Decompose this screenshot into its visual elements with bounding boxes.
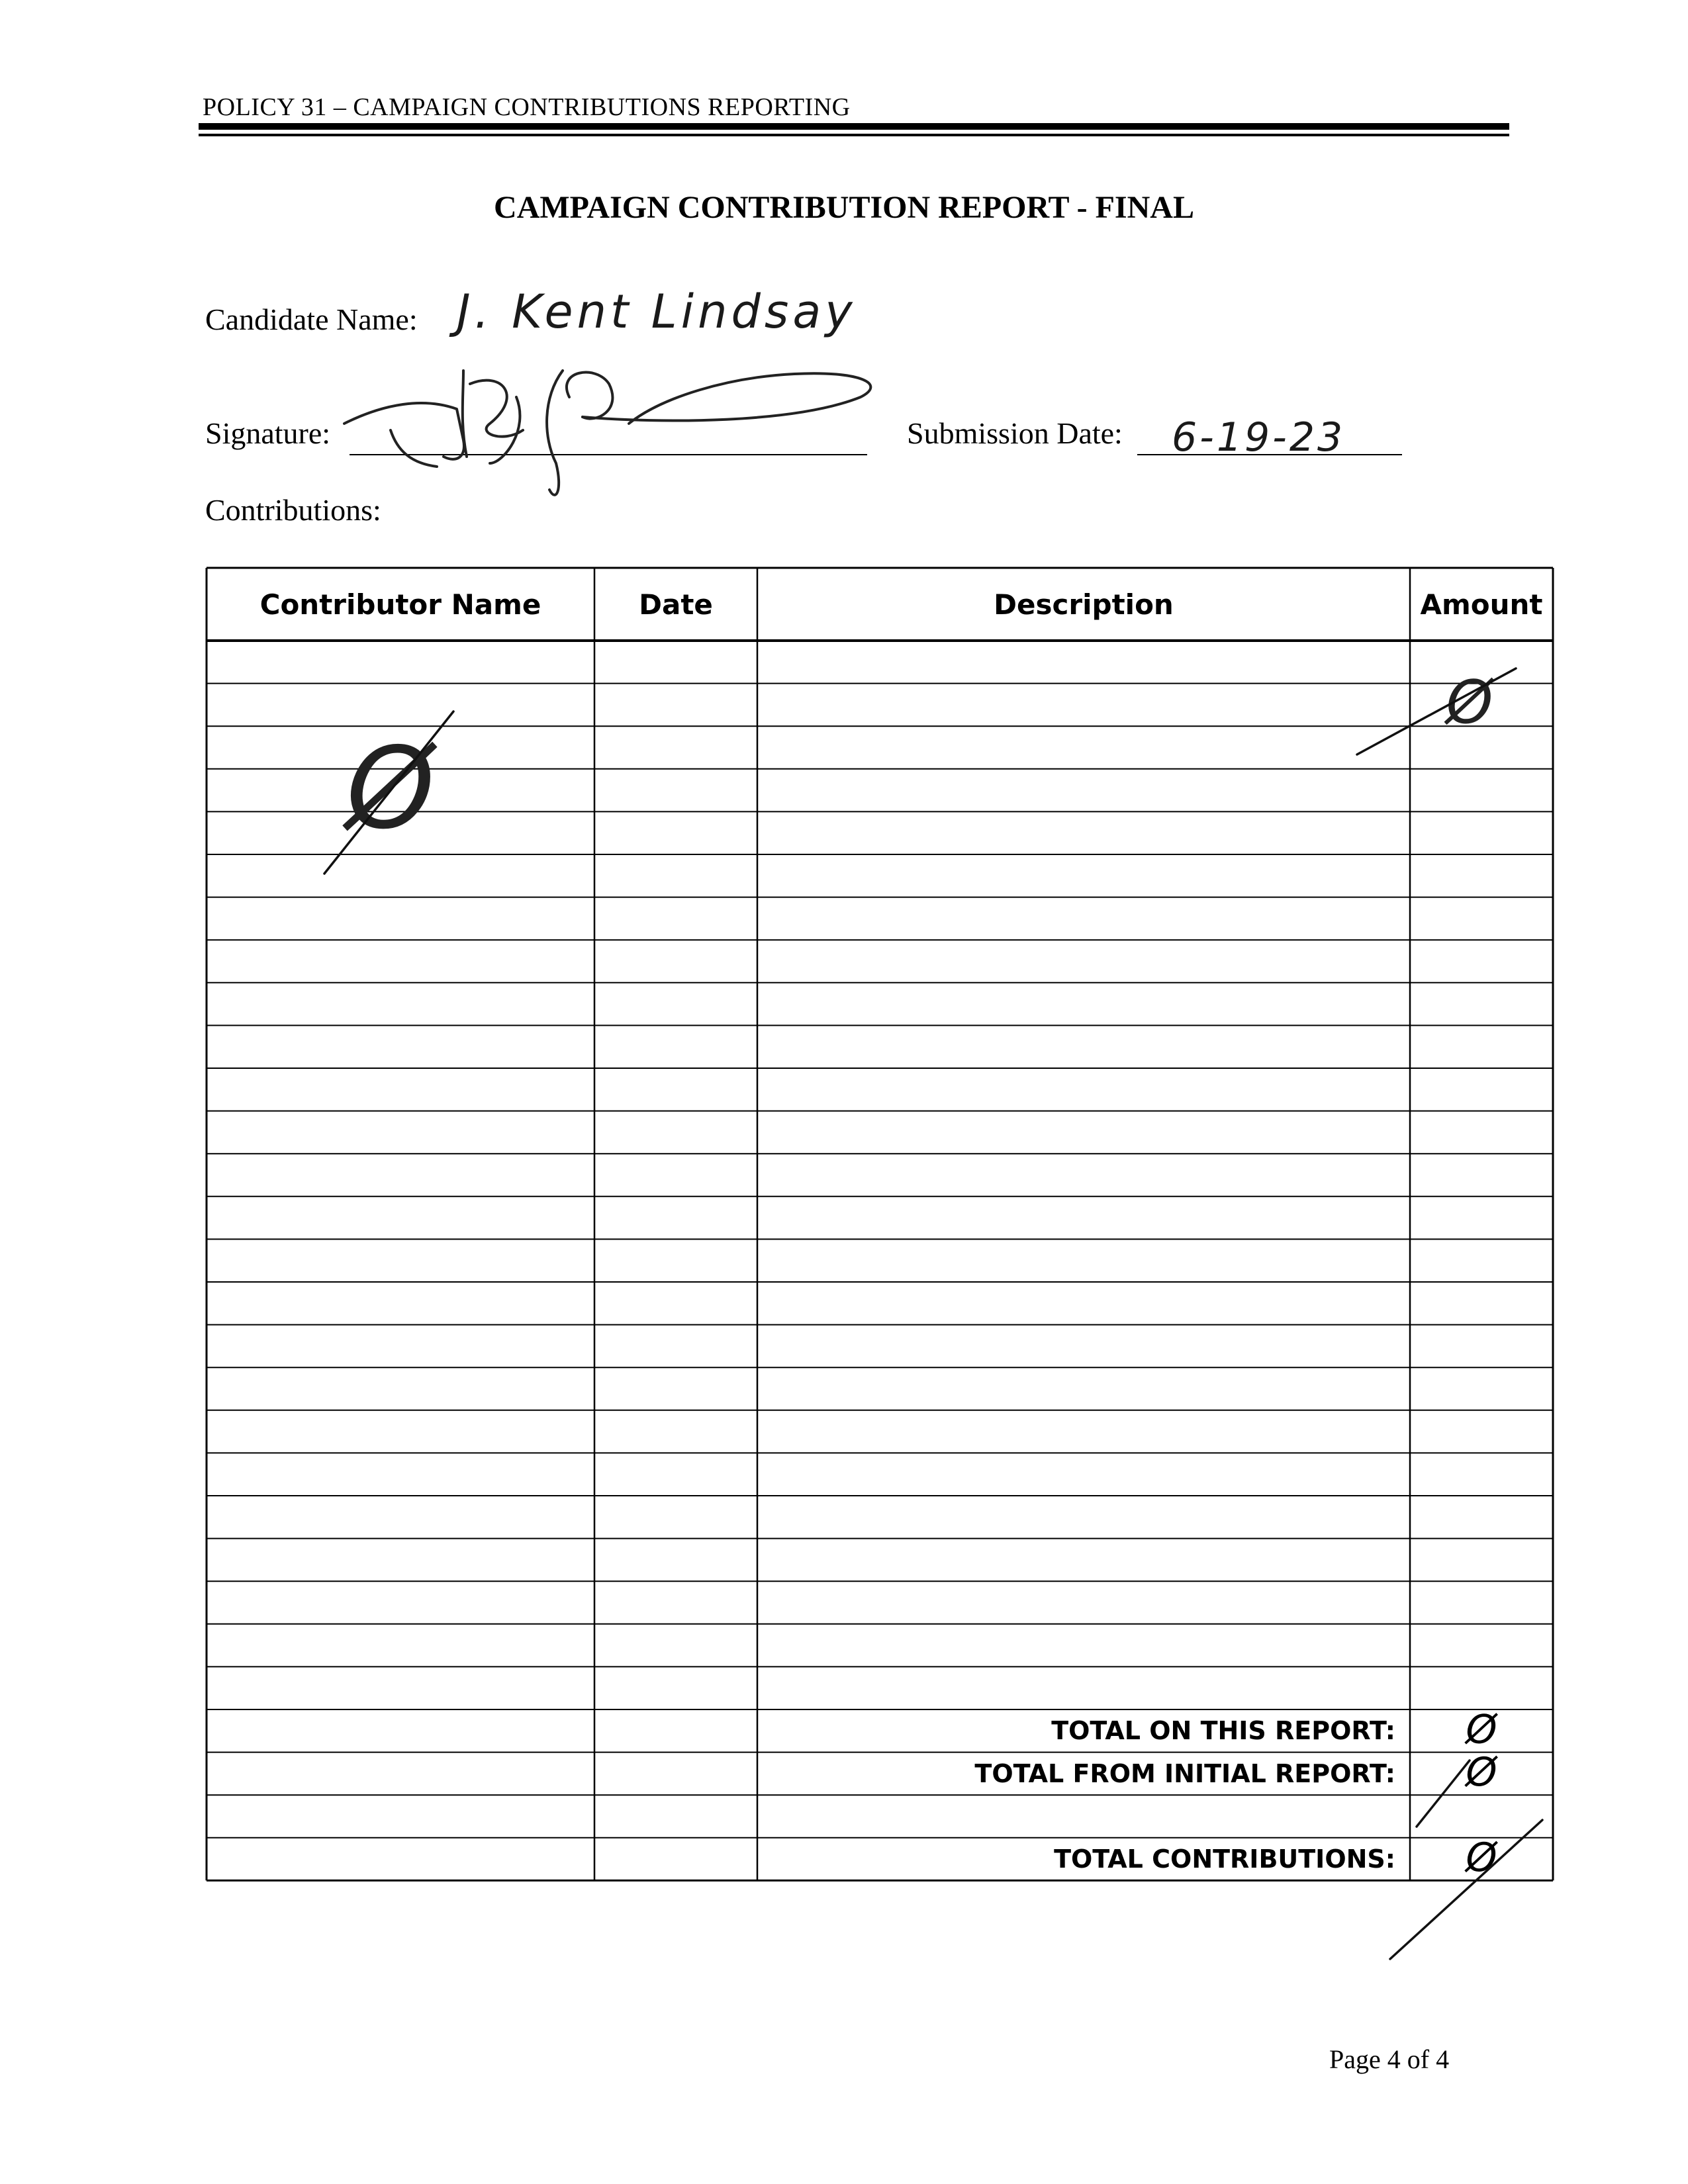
- contributor-strike-stroke: [324, 711, 453, 874]
- candidate-name-value[interactable]: J. Kent Lindsay: [457, 285, 857, 339]
- signature-label: Signature:: [205, 416, 331, 450]
- amount-strike-stroke: [1357, 668, 1516, 754]
- contributions-label: Contributions:: [205, 493, 381, 527]
- total-label: TOTAL CONTRIBUTIONS:: [1054, 1844, 1395, 1874]
- column-header-contributor-name: Contributor Name: [259, 588, 541, 621]
- total-value: Ø: [1466, 1835, 1497, 1882]
- column-header-date: Date: [639, 588, 713, 621]
- submission-date-value[interactable]: 6-19-23: [1172, 414, 1346, 461]
- header-rule-thin: [199, 134, 1509, 136]
- total-label: TOTAL ON THIS REPORT:: [1051, 1716, 1395, 1746]
- column-header-description: Description: [994, 588, 1174, 621]
- final-total-strike-stroke: [1390, 1820, 1542, 1959]
- submission-date-label: Submission Date:: [907, 416, 1123, 450]
- page-number: Page 4 of 4: [1329, 2044, 1450, 2074]
- column-header-amount: Amount: [1420, 588, 1543, 621]
- candidate-name-label: Candidate Name:: [205, 302, 418, 336]
- null-mark-amount: Ø: [1446, 668, 1493, 737]
- null-mark-contributor: Ø: [346, 723, 435, 854]
- policy-header: POLICY 31 – CAMPAIGN CONTRIBUTIONS REPORTING: [203, 93, 851, 121]
- form-title: CAMPAIGN CONTRIBUTION REPORT - FINAL: [494, 190, 1194, 225]
- total-value: Ø: [1466, 1706, 1497, 1753]
- total-strike-stroke: [1417, 1760, 1470, 1827]
- total-value: Ø: [1466, 1749, 1497, 1796]
- header-rule-thick: [199, 123, 1509, 130]
- signature-line: [350, 454, 867, 455]
- total-label: TOTAL FROM INITIAL REPORT:: [974, 1758, 1395, 1788]
